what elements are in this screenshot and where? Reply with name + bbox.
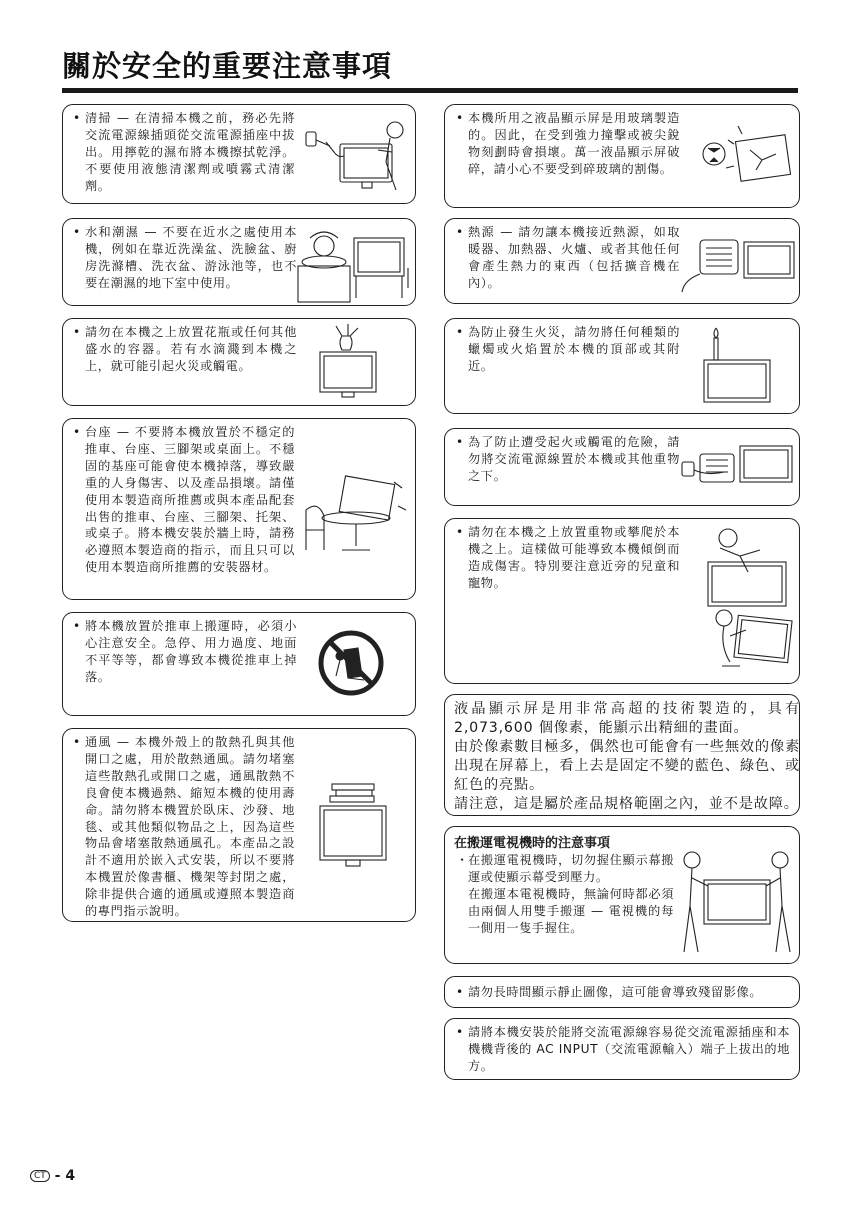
powercord-illustration	[678, 436, 798, 494]
notice-cleaning	[73, 110, 295, 195]
vase-illustration	[312, 324, 382, 400]
notice-vase	[73, 324, 297, 375]
bullet: •	[73, 325, 81, 339]
notice-climb	[456, 524, 680, 592]
page-title: 關於安全的重要注意事項	[62, 49, 393, 83]
notice-powercord	[456, 434, 680, 485]
page-number	[30, 1168, 75, 1184]
moving-text1: 在搬運電視機時，切勿握住顯示幕搬運或使顯示幕受到壓力。	[468, 853, 674, 884]
stand-illustration	[298, 470, 410, 556]
water-illustration	[296, 228, 414, 304]
bullet: •	[456, 435, 464, 449]
bullet: •	[73, 735, 81, 749]
moving-notice	[456, 852, 674, 937]
notice-text: 請勿長時間顯示靜止圖像，這可能會導致殘留影像。	[468, 985, 763, 999]
lcd-notice-line1: 液晶顯示屏是用非常高超的技術製造的，具有2,073,600 個像素，能顯示出精細的畫面。	[454, 701, 800, 736]
page-separator: -	[54, 1168, 61, 1184]
notice-text: 水和潮濕 — 不要在近水之處使用本機，例如在靠近洗澡盆、洗臉盆、廚房洗滌槽、洗衣盆、游泳池等，也不要在潮濕的地下室中使用。	[85, 225, 297, 290]
bullet: •	[73, 225, 81, 239]
bullet: •	[456, 325, 464, 339]
lcd-notice	[454, 700, 800, 814]
language-badge: CT	[30, 1170, 50, 1182]
notice-ventilation	[73, 734, 295, 920]
ventilation-illustration	[312, 780, 392, 876]
notice-text: 通風 — 本機外殼上的散熱孔與其他開口之處，用於散熱通風。請勿堵塞這些散熱孔或開口之處，通風散熱不良會使本機過熱、縮短本機的使用壽命。請勿將本機置於臥床、沙發、地毯、或其他類似物品之上，因為這些物品會堵塞散熱通風孔。本產品之設計不適用於嵌入式安裝，所以不要將本機置於像書櫃、機架等封閉之處，除非提供合適的通風或遵照本製造商的專門指示說明。	[85, 735, 295, 919]
bullet: •	[73, 111, 81, 125]
title-rule	[62, 88, 798, 93]
notice-glass	[456, 110, 680, 178]
page-number-value: 4	[65, 1168, 76, 1184]
lcd-notice-line2: 由於像素數目極多，偶然也可能會有一些無效的像素出現在屏幕上，看上去是固定不變的藍色、綠色、或紅色的亮點。	[454, 739, 800, 793]
notice-text: 清掃 — 在清掃本機之前，務必先將交流電源線插頭從交流電源插座中拔出。用擰乾的濕布將本機擦拭乾淨。不要使用液態清潔劑或噴霧式清潔劑。	[85, 111, 295, 193]
notice-text: 台座 — 不要將本機放置於不穩定的推車、台座、三腳架或桌面上。不穩固的基座可能會使本機掉落，導致嚴重的人身傷害、以及產品損壞。請僅使用本製造商所推薦或與本產品配套出售的推車、台座、三腳架、托架、或桌子。將本機安裝於牆上時，請務必遵照本製造商的指示，而且只可以使用本製造商所推薦的安裝器材。	[85, 425, 295, 575]
bullet: •	[456, 525, 464, 539]
notice-text: 為了防止遭受起火或觸電的危險，請勿將交流電源線置於本機或其他重物之下。	[468, 435, 680, 483]
notice-install	[456, 1024, 790, 1075]
notice-stand	[73, 424, 295, 576]
moving-text2: 在搬運本電視機時，無論何時都必須由兩個人用雙手搬運 — 電視機的每一側用一隻手握住。	[468, 886, 674, 935]
moving-illustration	[678, 846, 796, 960]
moving-heading: 在搬運電視機時的注意事項	[454, 836, 611, 851]
notice-cart	[73, 618, 297, 686]
notice-text: 將本機放置於推車上搬運時，必須小心注意安全。急停、用力過度、地面不平等等，都會導致本機從推車上掉落。	[85, 619, 297, 684]
notice-text: 請勿在本機之上放置花瓶或任何其他盛水的容器。若有水滴濺到本機之上，就可能引起火災或觸電。	[85, 325, 297, 373]
cart-warning-icon	[318, 630, 384, 696]
bullet: •	[73, 425, 81, 439]
cleaning-illustration	[300, 112, 410, 198]
bullet: •	[456, 111, 464, 125]
notice-text: 為防止發生火災，請勿將任何種類的蠟燭或火焰置於本機的頂部或其附近。	[468, 325, 680, 373]
notice-text: 請將本機安裝於能將交流電源線容易從交流電源插座和本機機背後的 AC INPUT（交流電源輸入）端子上拔出的地方。	[468, 1025, 790, 1073]
glass-illustration	[698, 120, 794, 200]
heat-illustration	[680, 232, 798, 296]
notice-heat	[456, 224, 680, 292]
bullet: •	[73, 619, 81, 633]
lcd-notice-line3: 請注意，這是屬於產品規格範圍之內，並不是故障。	[454, 796, 799, 812]
bullet: •	[456, 1025, 464, 1039]
notice-water	[73, 224, 297, 292]
bullet: •	[456, 985, 464, 999]
bullet: •	[456, 225, 464, 239]
notice-text: 熱源 — 請勿讓本機接近熱源，如取暖器、加熱器、火爐、或者其他任何會產生熱力的東西（包括擴音機在內）。	[468, 225, 680, 290]
notice-still-image	[456, 984, 788, 1001]
candle-illustration	[700, 328, 776, 408]
climb-illustration	[700, 526, 794, 676]
bullet: ・	[456, 853, 469, 867]
notice-candle	[456, 324, 680, 375]
notice-text: 請勿在本機之上放置重物或攀爬於本機之上。這樣做可能導致本機傾倒而造成傷害。特別要注意近旁的兒童和寵物。	[468, 525, 680, 590]
notice-text: 本機所用之液晶顯示屏是用玻璃製造的。因此，在受到強力撞擊或被尖銳物刻劃時會損壞。萬一液晶顯示屏破碎，請小心不要受到碎玻璃的割傷。	[468, 111, 680, 176]
